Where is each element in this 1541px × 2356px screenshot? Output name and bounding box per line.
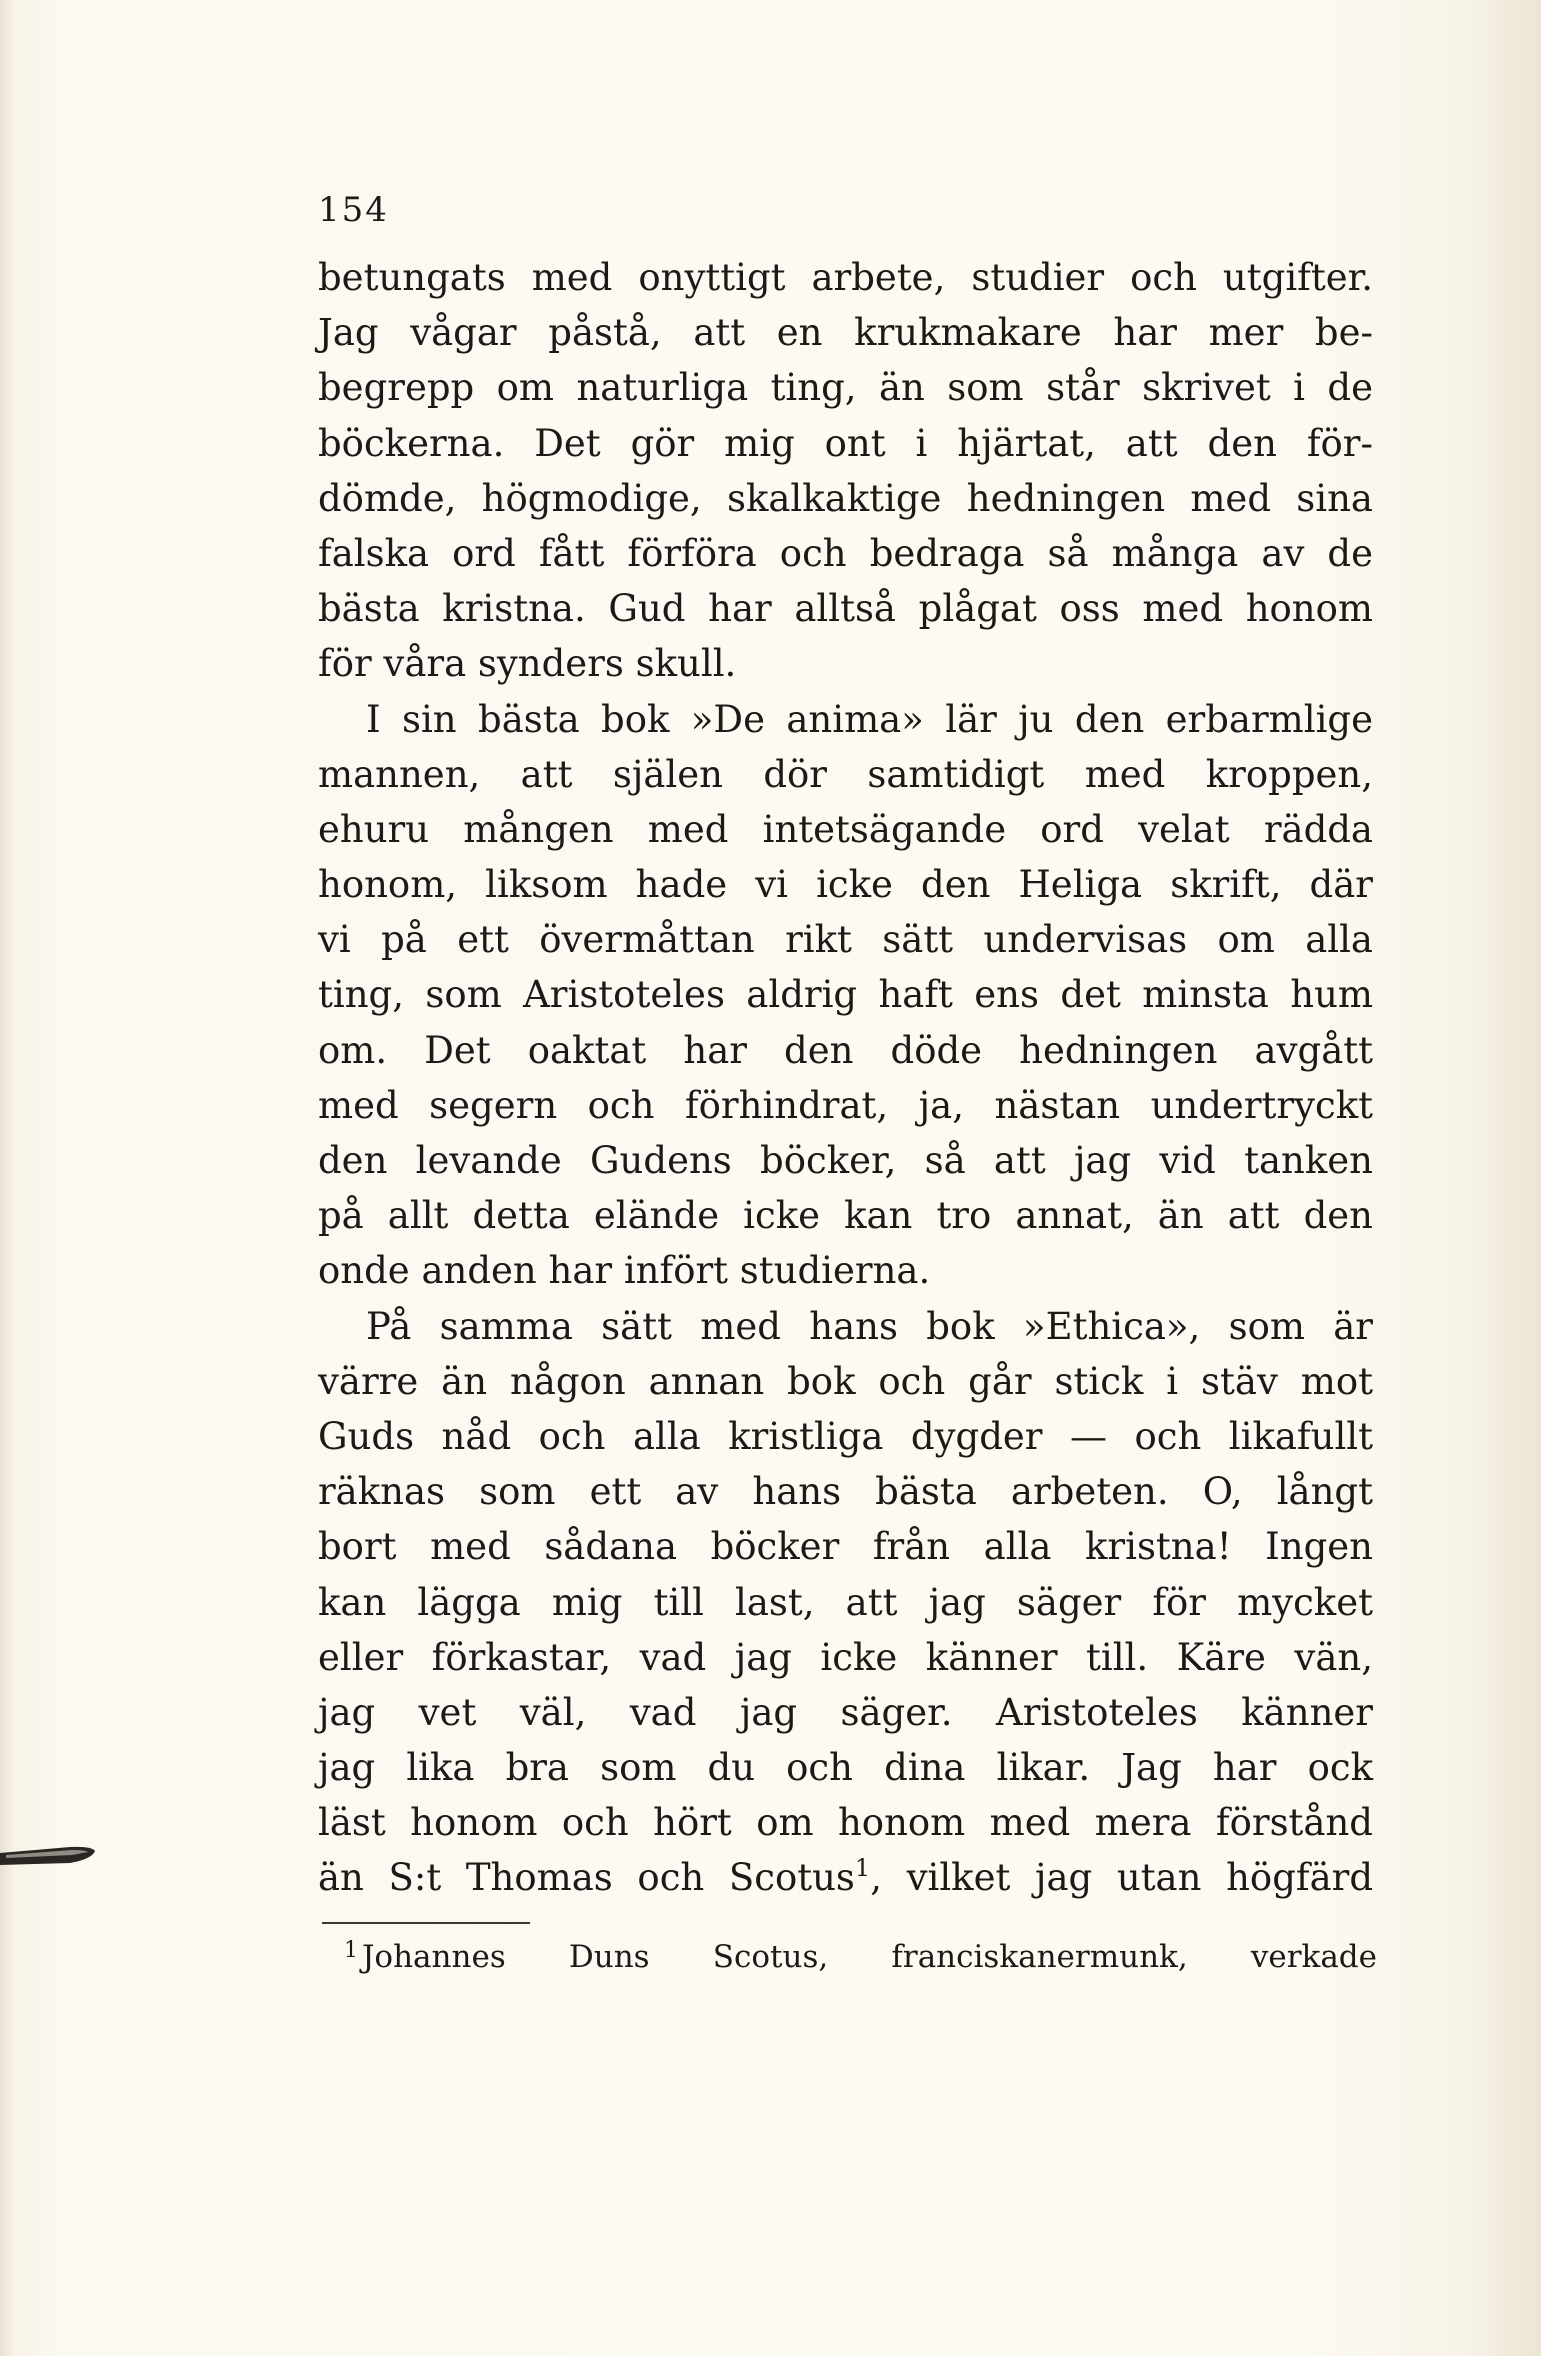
text-line: bort med sådana böcker från alla kristna! Ingen	[318, 1525, 1373, 1569]
text-line: eller förkastar, vad jag icke känner till. Käre vän,	[318, 1635, 1373, 1679]
text-line-with-footnote-ref	[318, 1850, 1373, 1905]
text-line: honom, liksom hade vi icke den Heliga skrift, där	[318, 863, 1373, 907]
footnote-marker: 1	[344, 1938, 358, 1963]
text-line: värre än någon annan bok och går stick i stäv mot	[318, 1359, 1373, 1403]
text-line: begrepp om naturliga ting, än som står skrivet i de	[318, 366, 1373, 410]
text-segment: , vilket jag utan högfärd	[870, 1856, 1374, 1900]
paragraph-start-line: I sin bästa bok »De anima» lär ju den erbarmlige	[366, 697, 1373, 741]
body-text	[318, 250, 1373, 1906]
text-line: böckerna. Det gör mig ont i hjärtat, att den för-	[318, 421, 1373, 465]
footnote-divider	[322, 1922, 530, 1924]
page-edge-shadow	[1471, 0, 1541, 2356]
text-line: på allt detta elände icke kan tro annat, än att den	[318, 1194, 1373, 1238]
text-line: falska ord fått förföra och bedraga så många av de	[318, 531, 1373, 575]
text-line: den levande Gudens böcker, så att jag vid tanken	[318, 1139, 1373, 1182]
text-line: Jag vågar påstå, att en krukmakare har mer be-	[318, 311, 1373, 355]
footnote-text: Johannes Duns Scotus, franciskanermunk, verkade	[362, 1939, 1377, 1975]
text-line: ehuru mången med intetsägande ord velat rädda	[318, 807, 1373, 851]
text-line: bästa kristna. Gud har alltså plågat oss med honom	[318, 587, 1373, 631]
paragraph-start-line: På samma sätt med hans bok »Ethica», som är	[366, 1304, 1373, 1348]
page-gutter-shadow	[0, 0, 14, 2356]
text-line: dömde, högmodige, skalkaktige hedningen med sina	[318, 476, 1373, 520]
footnote-reference[interactable]: 1	[854, 1854, 871, 1883]
text-line: vi på ett övermåttan rikt sätt undervisas om alla	[318, 918, 1373, 962]
text-line: jag lika bra som du och dina likar. Jag har ock	[318, 1746, 1373, 1790]
text-line: med segern och förhindrat, ja, nästan undertryckt	[318, 1083, 1373, 1127]
text-line: läst honom och hört om honom med mera förstånd	[318, 1801, 1373, 1845]
text-line: betungats med onyttigt arbete, studier och utgifter.	[318, 256, 1373, 299]
text-line: kan lägga mig till last, att jag säger för mycket	[318, 1580, 1373, 1624]
text-line: jag vet väl, vad jag säger. Aristoteles känner	[318, 1690, 1373, 1734]
text-segment: än S:t Thomas och Scotus	[318, 1856, 855, 1900]
footnote	[344, 1932, 1377, 1982]
page-number: 154	[318, 190, 389, 230]
paragraph-end-line: för våra synders skull.	[318, 642, 737, 686]
text-line: Guds nåd och alla kristliga dygder — och likafullt	[318, 1414, 1373, 1458]
paragraph-end-line: onde anden har infört studierna.	[318, 1249, 931, 1293]
text-line: ting, som Aristoteles aldrig haft ens det minsta hum	[318, 973, 1373, 1017]
pin-icon	[0, 1843, 96, 1871]
text-line: om. Det oaktat har den döde hedningen avgått	[318, 1028, 1373, 1072]
text-line: mannen, att själen dör samtidigt med kroppen,	[318, 752, 1373, 796]
text-line: räknas som ett av hans bästa arbeten. O, långt	[318, 1470, 1373, 1514]
